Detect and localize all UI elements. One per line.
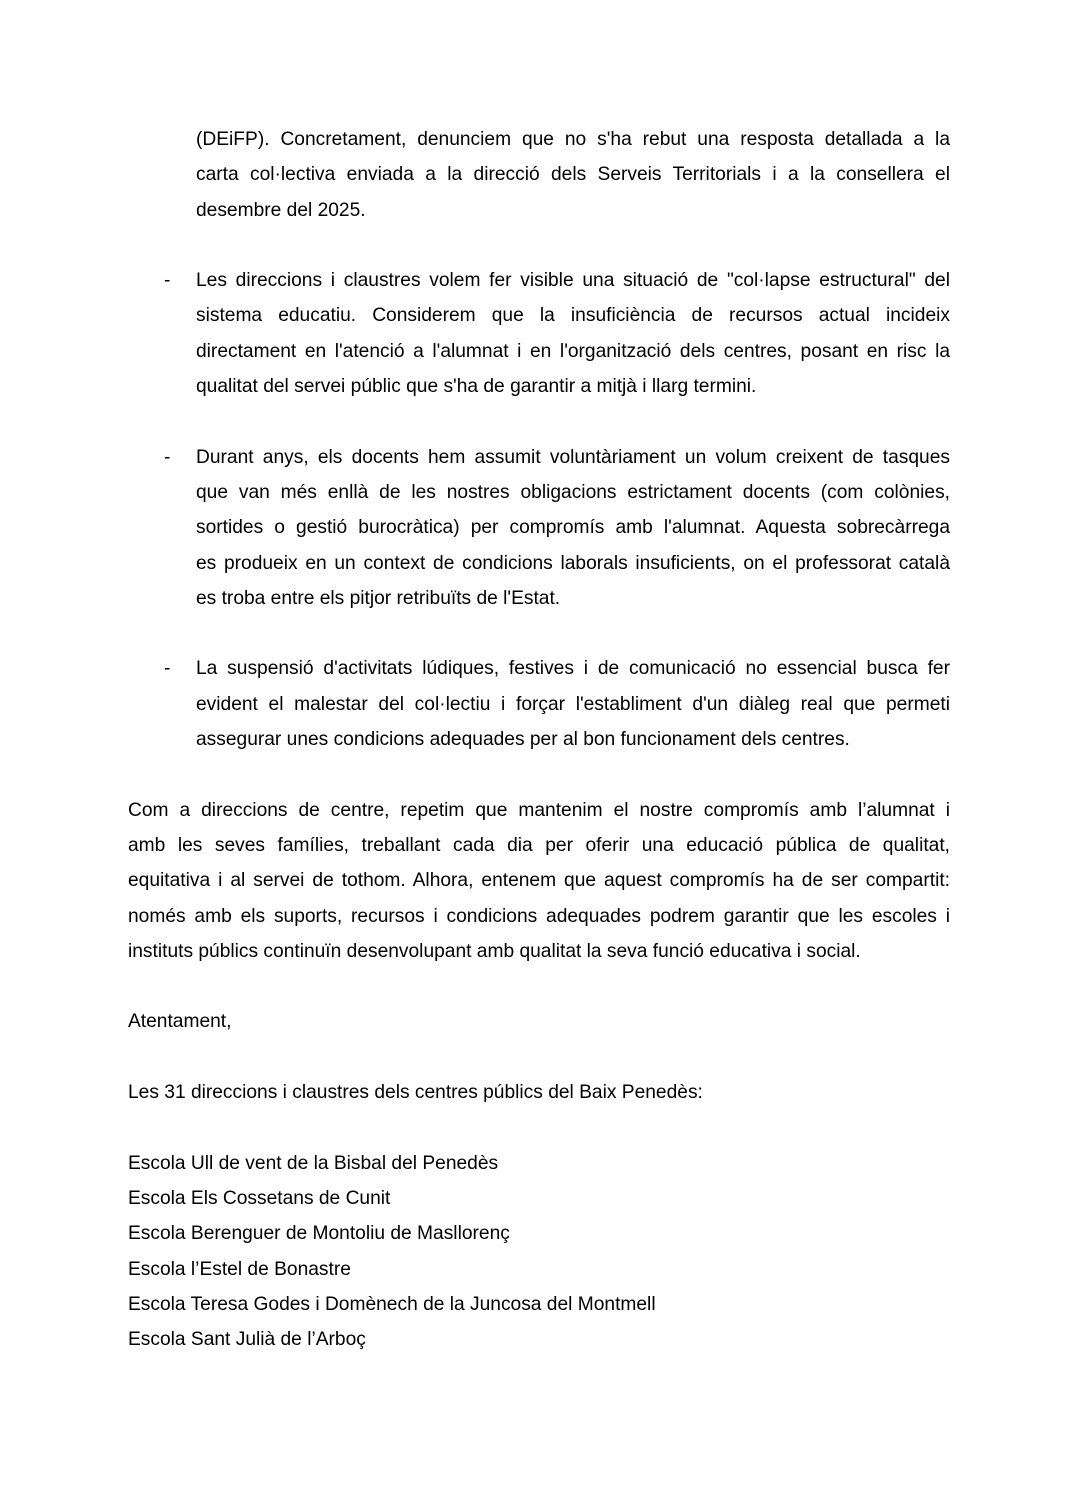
signatories-intro [128,1075,950,1110]
letter-body [128,122,950,1357]
school-name: Escola Ull de vent de la Bisbal del Penedès [128,1152,499,1174]
text-line: Atentament, [128,1011,232,1033]
text-line: es produeix en un context de condicions laborals insuficients, on el professorat català [196,552,950,574]
school-name: Escola Teresa Godes i Domènech de la Juncosa del Montmell [128,1293,656,1315]
bullet-marker: - [164,270,171,292]
text-line: assegurar unes condicions adequades per al bon funcionament dels centres. [196,729,850,751]
text-line: es troba entre els pitjor retribuïts de l'Estat. [196,587,561,609]
bullet-collapse-estructural [128,263,950,404]
text-line: que van més enllà de les nostres obligacions estrictament docents (com colònies, [196,481,950,503]
text-line: equitativa i al servei de tothom. Alhora, entenem que aquest compromís ha de ser compartit: [128,870,950,892]
closing-paragraph [128,793,950,969]
text-line: Com a direccions de centre, repetim que mantenim el nostre compromís amb l’alumnat i [128,799,950,821]
text-line: amb les seves famílies, treballant cada dia per oferir una educació pública de qualitat, [128,834,950,856]
text-line: directament en l'atenció a l'alumnat i en l'organització dels centres, posant en risc la [196,340,950,362]
text-line: sistema educatiu. Considerem que la insuficiència de recursos actual incideix [196,305,950,327]
text-line: Les direccions i claustres volem fer visible una situació de "col·lapse estructural" del [196,270,950,292]
text-line: Les 31 direccions i claustres dels centres públics del Baix Penedès: [128,1082,703,1104]
text-line: instituts públics continuïn desenvolupant amb qualitat la seva funció educativa i social. [128,940,861,962]
text-line: (DEiFP). Concretament, denunciem que no s'ha rebut una resposta detallada a la [196,129,950,150]
bullet-suspensio-activitats [128,651,950,757]
text-line: només amb els suports, recursos i condicions adequades podrem garantir que les escoles i [128,905,950,927]
school-name: Escola Berenguer de Montoliu de Masllorenç [128,1223,510,1245]
intro-continuation-paragraph [196,122,950,228]
text-line: qualitat del servei públic que s'ha de garantir a mitjà i llarg termini. [196,376,757,398]
signoff [128,1004,950,1039]
bullet-marker: - [164,658,171,680]
bullet-marker: - [164,446,171,468]
school-name: Escola l’Estel de Bonastre [128,1258,351,1280]
school-list [128,1146,950,1358]
school-name: Escola Els Cossetans de Cunit [128,1187,391,1209]
bullet-sobrecarrega-docent [128,440,950,616]
text-line: evident el malestar del col·lectiu i forçar l'establiment d'un diàleg real que permeti [196,693,950,715]
text-line: sortides o gestió burocràtica) per compromís amb l'alumnat. Aquesta sobrecàrrega [196,517,950,539]
text-line: La suspensió d'activitats lúdiques, festives i de comunicació no essencial busca fer [196,658,950,680]
text-line: desembre del 2025. [196,199,366,221]
text-line: Durant anys, els docents hem assumit voluntàriament un volum creixent de tasques [196,446,950,468]
school-name: Escola Sant Julià de l’Arboç [128,1329,366,1351]
text-line: carta col·lectiva enviada a la direcció dels Serveis Territorials i a la consellera el [196,164,950,186]
